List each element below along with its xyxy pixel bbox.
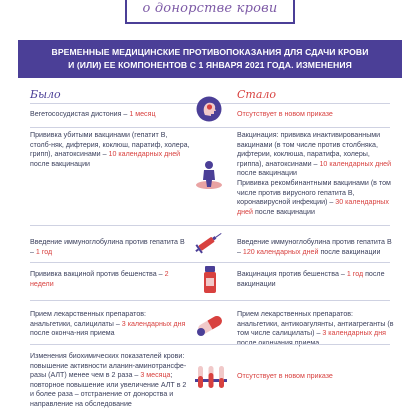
logo-frame — [125, 0, 295, 24]
row-4-after: Вакцинация против бешенства – 1 год после вакцинации — [237, 270, 385, 288]
row-3-before: Введение иммуноглобулина против гепатита В – 1 год — [30, 238, 185, 256]
row-divider — [30, 225, 390, 226]
row-6-after: Отсутствует в новом приказе — [237, 372, 333, 380]
row-divider — [30, 300, 390, 301]
banner-line-2: И (ИЛИ) ЕЕ КОМПОНЕНТОВ С 1 ЯНВАРЯ 2021 ГОДА. ИЗМЕНЕНИЯ — [68, 60, 352, 70]
head-brain-icon — [196, 96, 222, 122]
row-4-before: Прививка вакциной против бешенства – 2 недели — [30, 270, 169, 288]
syringe-icon — [193, 228, 225, 256]
title-banner — [18, 40, 402, 78]
test-tubes-icon — [194, 362, 228, 394]
row-1-before: Вегетососудистая дистония – 1 месяц — [30, 110, 156, 118]
row-5-after: Прием лекарственных препаратов: анальгетики, антикоагулянты, антиагреганты (в том числе салицилаты) – 3 календарных дня после окончания приема — [237, 310, 394, 347]
row-divider — [30, 344, 390, 345]
row-1-after: Отсутствует в новом приказе — [237, 110, 333, 118]
row-divider — [30, 127, 390, 128]
row-2-after: Вакцинация: прививка инактивированными вакцинами (в том числе против столбняка, дифтерии, коклюша, паратифа, холеры, гриппа), анатоксинами – 10 календарных дней после вакцинации Прививка рекомбинантными вакцинами (в том числе против вирусного гепатита В, коронавирусной инфекции) – 30 календарных дней после вакцинации — [237, 131, 392, 216]
pills-icon — [193, 312, 227, 338]
person-icon — [194, 160, 224, 190]
row-divider — [30, 262, 390, 263]
banner-line-1: ВРЕМЕННЫЕ МЕДИЦИНСКИЕ ПРОТИВОПОКАЗАНИЯ ДЛЯ СДАЧИ КРОВИ — [51, 47, 369, 57]
logo-text: о донорстве крови — [142, 0, 278, 16]
column-header-after: Стало — [237, 88, 277, 101]
row-3-after: Введение иммуноглобулина против гепатита В – 120 календарных дней после вакцинации — [237, 238, 392, 256]
row-6-before: Изменения биохимических показателей крови: повышение активности аланин-аминотрансфе-разы (АЛТ) менее чем в 2 раза – 3 месяца; повторное повышение или увеличение АЛТ в 2 и более раза – отстранение от донорства и направление на обследование — [30, 352, 187, 408]
vial-icon — [202, 266, 218, 294]
row-2-before: Прививка убитыми вакцинами (гепатит В, столб-няк, дифтерия, коклюш, паратиф, холера, грипп), анатоксинами – 10 календарных дней после вакцинации — [30, 131, 190, 168]
column-header-before: Было — [30, 88, 61, 101]
row-5-before: Прием лекарственных препаратов: анальгетики, салицилаты – 3 календарных дня после оконча-ния приема — [30, 310, 186, 338]
